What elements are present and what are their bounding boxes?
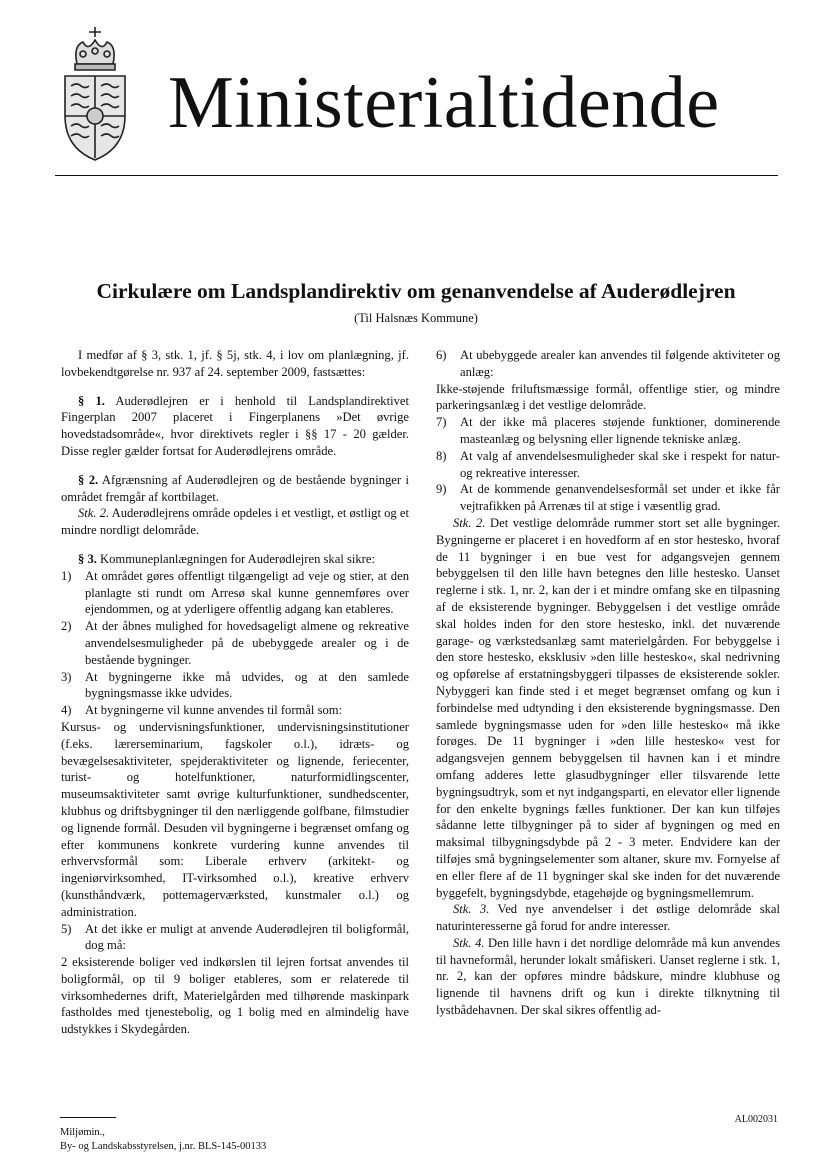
- list-text: At der åbnes mulighed for hovedsageligt almene og rekreative anvendelsesmuligheder på de ubebyggede arealer og i de bestående bygninger.: [85, 619, 409, 667]
- item-6-body: Ikke-støjende friluftsmæssige formål, offentlige stier, og mindre parkeringsanlæg i det vestlige delområde.: [436, 381, 780, 413]
- section-label: § 1.: [78, 393, 105, 408]
- list-item: [61, 702, 409, 719]
- document-subtitle: (Til Halsnæs Kommune): [354, 311, 478, 325]
- list-text: At der ikke må placeres støjende funktioner, dominerende masteanlæg og belysning eller lignende tekniske anlæg.: [460, 415, 780, 446]
- section-1: [61, 393, 409, 460]
- section-2-stk-2: [61, 505, 409, 539]
- right-column: [436, 347, 780, 1019]
- stk-text: Det vestlige delområde rummer stort set alle bygninger. Bygningerne er placeret i en hovedform af en stor hestesko, hvoraf de 11 bygninger i en bue vest for adgangsvejen gennem bebyggelsen til den lille havn betegnes den lille hestesko. Uanset reglerne i stk. 1, nr. 2, kan der i et mindre omfang ske en tilpasning af de eksisterende bygninger. Bebyggelsen i det vestlige område skal holdes inden for den store hestesko, inkl. det nuværende garage- og værkstedsanlæg samt materielgården. For bebyggelse i den store hestesko, eksklusiv »den lille hestesko«, skal nedrivning og opførelse af erstatningsbyggeri tilpasses de eksisterende sokler. Nybyggeri kan finde sted i et meget begrænset omfang og kun i forbindelse med udtynding i den eksisterende bygningsmasse. Den samlede bygningsmasse uden for »den lille hestesko« må ikke forøges. De 11 bygninger i »den lille hestesko« vest for adgangsvejen gennem bebyggelsen til havnen kan i et mindre omfang adderes lette glasudbygninger eller tilsvarende lette bygningsudtryk, som et nyt indgangsparti, en elevator eller lignende for den enkelte bygnings fælles funktioner. Der kan kun tilføjes sådanne lette tilbygninger på to sider af bygningen og med en maksimal tilbygningsdybde på 2 - 3 meter. Endvidere kan der tilføjes små bygningselementer som altaner, skure mv. Fornyelse af en eller flere af de 11 bygninger skal ske inden for det nuværende byggefelt, bygningsdybde, etagehøjde og bygningsmellemrum.: [436, 515, 780, 900]
- masthead-divider: [55, 175, 778, 176]
- item-4-body: Kursus- og undervisningsfunktioner, undervisningsinstitutioner (f.eks. lærerseminarium, fagskoler o.l.), idræts- og bevægelsesaktiviteter, spejderaktiviteter og lignende, feriecenter, turist- og hotelfunktioner, naturformidlingscenter, museumsaktiviteter samt øvrige kulturfunktioner, sundhedscenter, klubhus og driftsbygninger til den nærliggende golfbane, filmstudier og lignende formål. Desuden vil bygningerne i begrænset omfang og efter kommunens konkrete vurdering kunne anvendes til erhvervsformål som: Liberale erhverv (arkitekt- og ingeniørvirksomhed, IT-virksomhed o.l.), kreative erhverv (kunsthåndværk, pottemagerværksted, kunstmaler o.l.) og administration.: [61, 719, 409, 919]
- section-label: § 3.: [78, 551, 97, 566]
- list-item: [436, 347, 780, 381]
- document-title: Cirkulære om Landsplandirektiv om genanvendelse af Auderødlejren: [96, 279, 736, 303]
- section-3-stk-2: [436, 515, 780, 901]
- footnote-divider: [60, 1117, 116, 1118]
- list-item: [436, 481, 780, 515]
- list-number: 1): [61, 568, 72, 583]
- item-5-body: 2 eksisterende boliger ved indkørslen til lejren fortsat anvendes til boligformål, op til 9 boliger etableres, som er relaterede til virksomhedernes drift, Materielgården med tilhørende maskinpark fastholdes med tjenestebolig, og 1 bolig med en almindelig have udstykkes i Skydegården.: [61, 955, 409, 1037]
- stk-label: Stk. 2.: [453, 515, 486, 530]
- section-3: [61, 551, 409, 568]
- footnote-line: Miljømin.,: [60, 1127, 105, 1138]
- list-text: At valg af anvendelsesmuligheder skal ske i respekt for natur- og rekreative interesser.: [460, 448, 780, 480]
- list-text: At ubebyggede arealer kan anvendes til følgende aktiviteter og anlæg:: [460, 348, 780, 379]
- footnote-line: By- og Landskabsstyrelsen, j.nr. BLS-145-00133: [60, 1141, 267, 1152]
- stk-text: Den lille havn i det nordlige delområde må kun anvendes til havneformål, herunder lokalt småfiskeri. Uanset reglerne i stk. 1, nr. 2, kan der opføres mindre bådskure, mindre klubhuse og lignende til havnens drift og kun i direkte tilknytning til lystbådehavnen. Der skal sikres offentlig ad-: [436, 935, 780, 1018]
- list-number: 8): [436, 448, 447, 463]
- danish-coat-of-arms-icon: [55, 24, 135, 164]
- list-item: [61, 618, 409, 668]
- stk-text: Auderødlejrens område opdeles i et vestligt, et østligt og et mindre nordligt delområde.: [61, 506, 409, 538]
- stk-label: Stk. 2.: [78, 506, 110, 521]
- section-text: Kommuneplanlægningen for Auderødlejren skal sikre:: [96, 551, 375, 566]
- list-number: 9): [436, 482, 447, 497]
- masthead-title: Ministerialtidende: [168, 62, 720, 144]
- list-item: [436, 448, 780, 482]
- stk-label: Stk. 3.: [453, 902, 490, 917]
- list-item: [61, 669, 409, 703]
- list-text: At de kommende genanvendelsesformål set under et ikke får vejtrafikken på Arrenæs til at stige i væsentlig grad.: [460, 482, 780, 514]
- list-number: 2): [61, 619, 72, 634]
- stk-label: Stk. 4.: [453, 935, 485, 950]
- preamble: I medfør af § 3, stk. 1, jf. § 5j, stk. 4, i lov om planlægning, jf. lovbekendtgørelse nr. 937 af 24. september 2009, fastsættes:: [61, 348, 409, 379]
- list-number: 4): [61, 703, 72, 718]
- list-text: At området gøres offentligt tilgængeligt ad veje og stier, at den planlagte sti rundt om Arresø skal kunne gennemføres over ejendommen, og at yderligere offentlig adgang kan etableres.: [85, 568, 409, 617]
- list-number: 3): [61, 669, 72, 684]
- footnote: [60, 1126, 266, 1154]
- list-number: 7): [436, 415, 447, 430]
- section-3-stk-4: [436, 935, 780, 1019]
- list-item: [61, 568, 409, 618]
- list-number: 5): [61, 921, 72, 936]
- stk-text: Ved nye anvendelser i det østlige delområde skal naturinteresserne gå forud for andre interesser.: [436, 902, 780, 934]
- list-text: At det ikke er muligt at anvende Auderødlejren til boligformål, dog må:: [85, 921, 409, 953]
- section-text: Afgrænsning af Auderødlejren og de bestående bygninger i området fremgår af kortbilaget.: [61, 472, 409, 504]
- section-3-stk-3: [436, 901, 780, 935]
- list-text: At bygningerne ikke må udvides, og at den samlede bygningsmasse ikke udvides.: [85, 669, 409, 701]
- list-item: [61, 921, 409, 955]
- list-number: 6): [436, 348, 447, 362]
- left-column: [61, 347, 409, 1038]
- section-text: Auderødlejren er i henhold til Landsplandirektivet Fingerplan 2007 placeret i Fingerplanens »Det øvrige hovedstadsområde«, hvor direktivets regler i §§ 17 - 20 gælder. Disse regler gælder fortsat for Auderødlejrens område.: [61, 393, 409, 458]
- section-2: [61, 472, 409, 506]
- document-reference: AL002031: [734, 1114, 778, 1125]
- list-item: [436, 414, 780, 448]
- section-label: § 2.: [78, 472, 99, 487]
- list-text: At bygningerne vil kunne anvendes til formål som:: [85, 703, 343, 718]
